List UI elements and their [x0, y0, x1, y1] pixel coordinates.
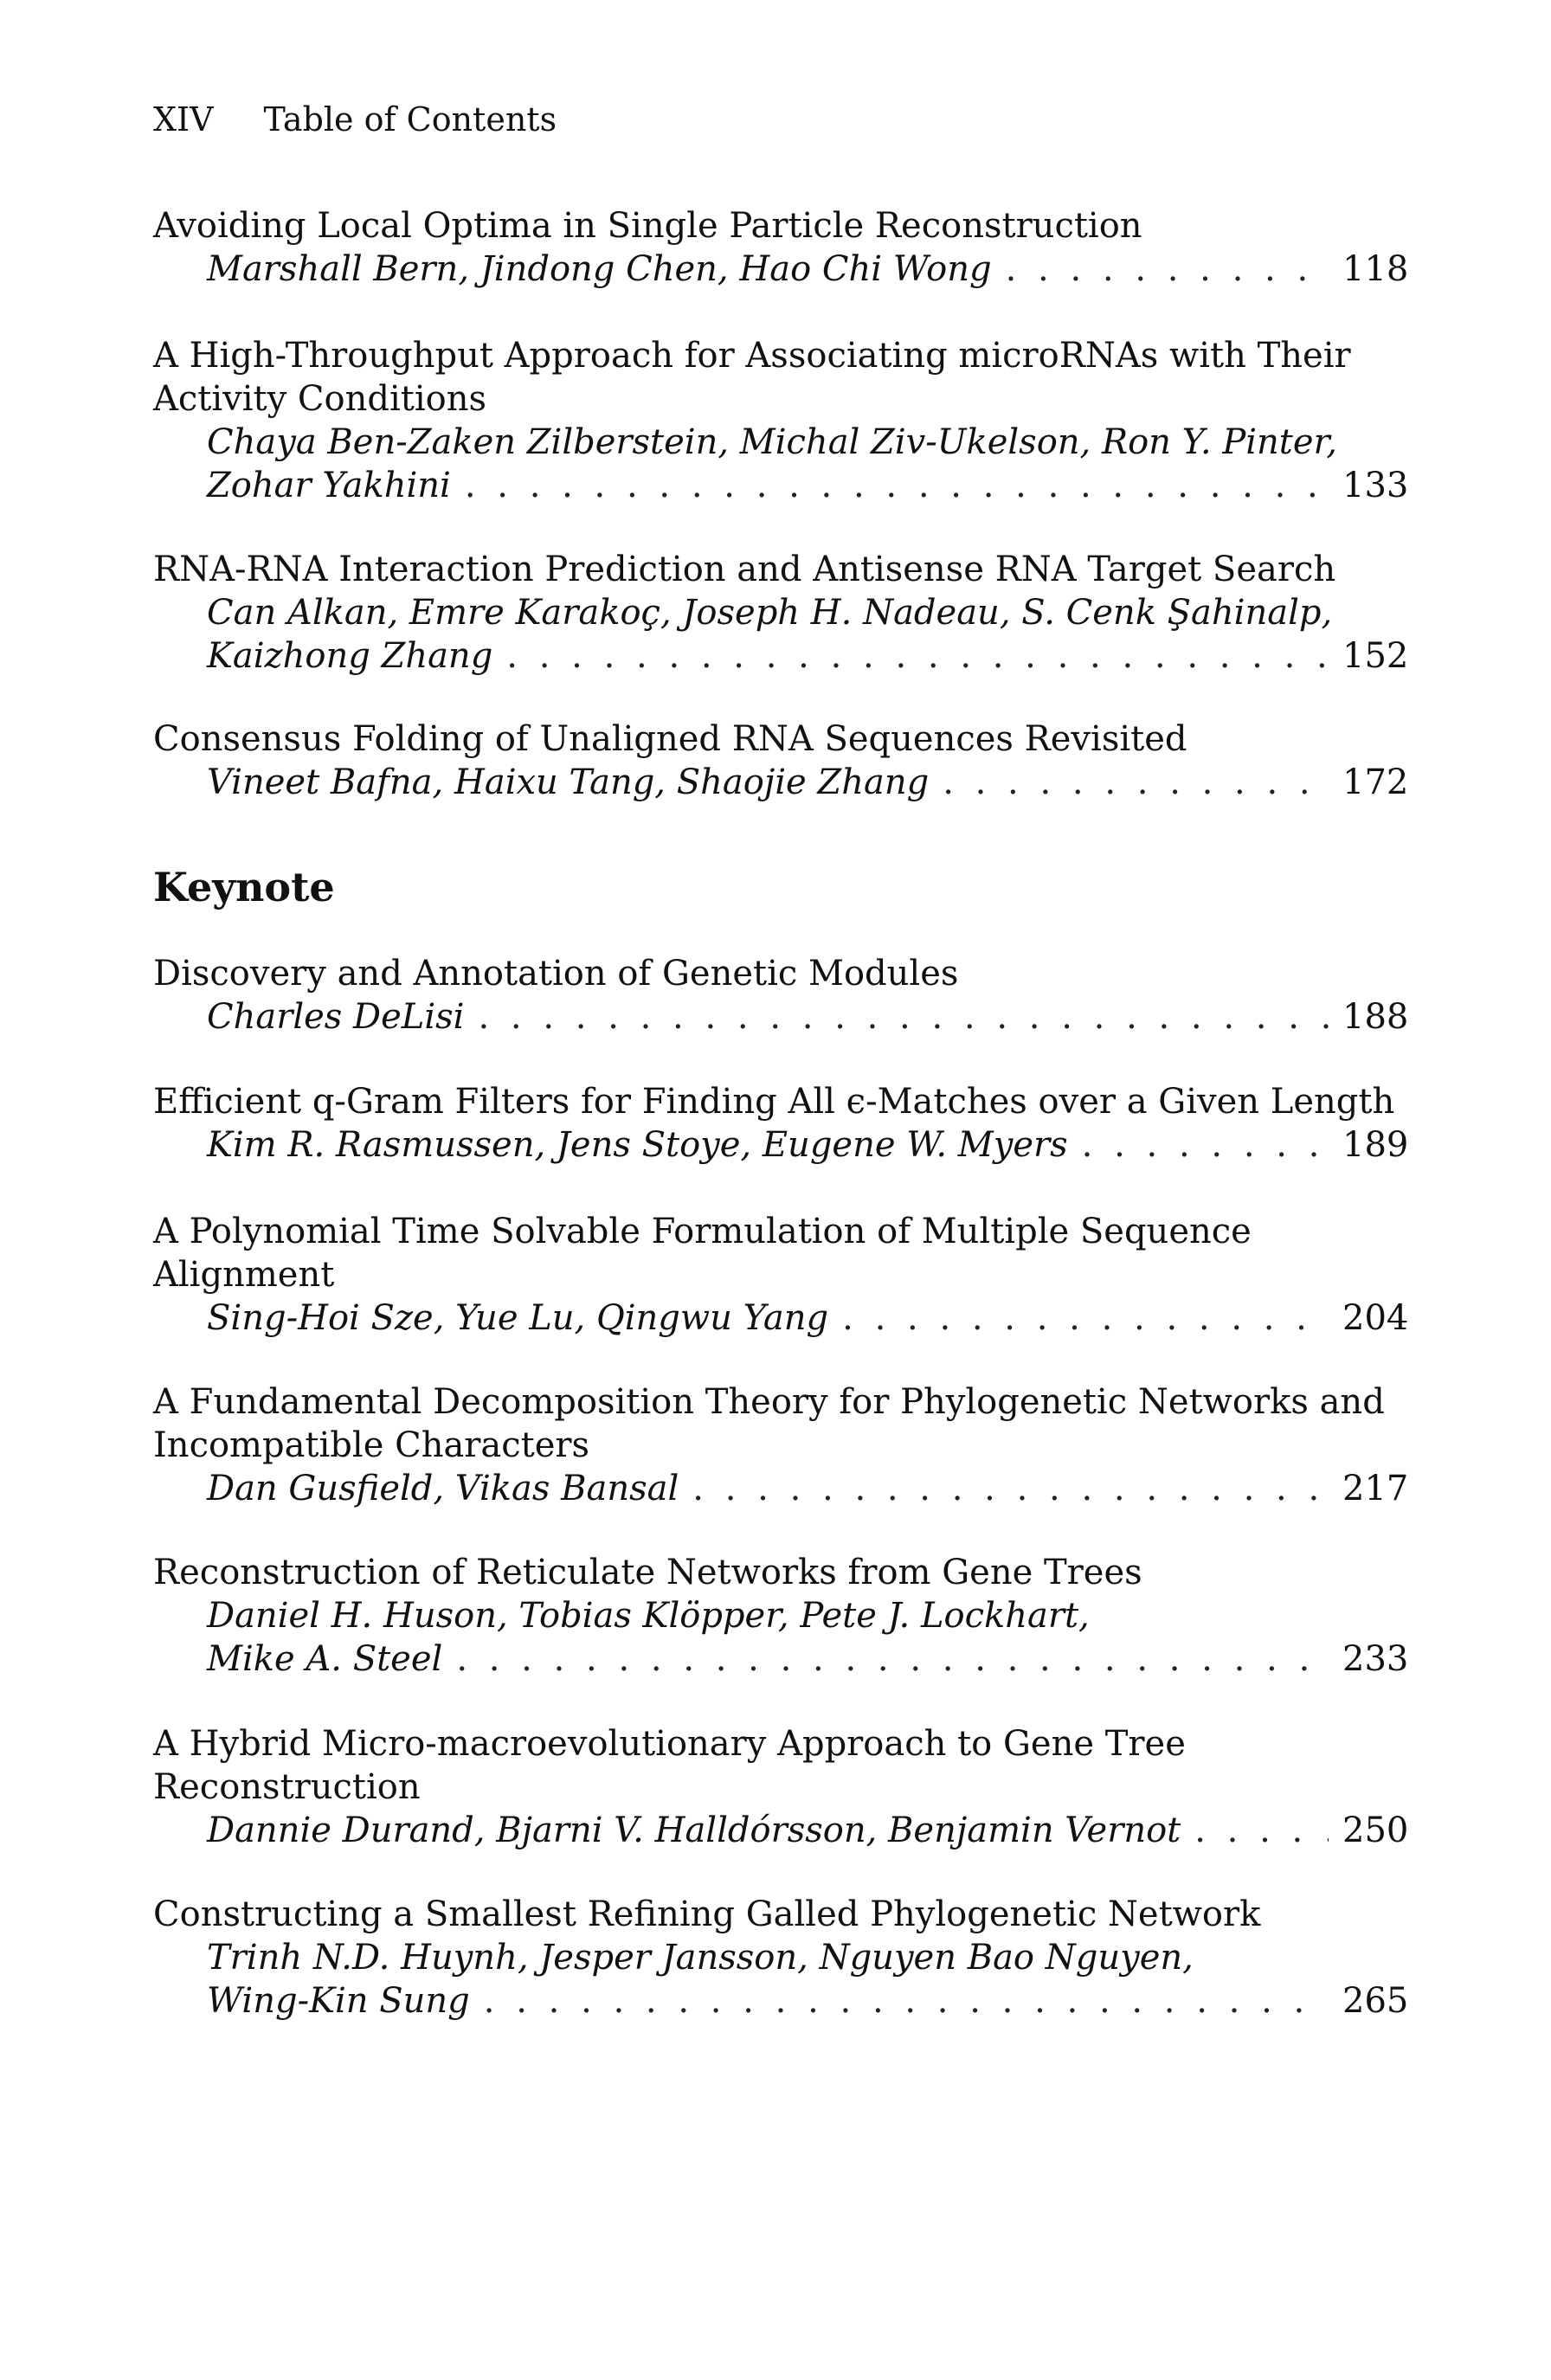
- toc-entry[interactable]: [153, 1210, 1409, 1340]
- entry-authors: Kaizhong Zhang: [207, 636, 493, 676]
- entry-title: Incompatible Characters: [153, 1425, 590, 1465]
- toc-entry[interactable]: [153, 548, 1409, 678]
- entry-page-number[interactable]: 188: [1342, 997, 1409, 1037]
- entry-authors: Marshall Bern, Jindong Chen, Hao Chi Wong: [207, 249, 992, 289]
- dot-leader: [506, 634, 1329, 678]
- entry-authors: Sing-Hoi Sze, Yue Lu, Qingwu Yang: [207, 1298, 829, 1338]
- dot-leader: [484, 1979, 1329, 2023]
- dot-leader: [842, 1296, 1329, 1340]
- toc-entry[interactable]: [153, 717, 1409, 804]
- dot-leader: [692, 1467, 1329, 1510]
- entry-title: Efficient q-Gram Filters for Finding All ϵ-Matches over a Given Length: [153, 1082, 1395, 1122]
- entry-author-page-line: [153, 1637, 1409, 1681]
- entry-author-page-line: [153, 1467, 1409, 1510]
- dot-leader: [943, 761, 1329, 804]
- entry-title: Constructing a Smallest Refining Galled Phylogenetic Network: [153, 1894, 1261, 1934]
- entry-authors: Can Alkan, Emre Karakoç, Joseph H. Nadeau, S. Cenk Şahinalp,: [207, 593, 1333, 633]
- toc-entry[interactable]: [153, 1380, 1409, 1510]
- entry-title: Consensus Folding of Unaligned RNA Sequences Revisited: [153, 719, 1187, 759]
- entry-page-number[interactable]: 133: [1342, 466, 1409, 505]
- entry-page-number[interactable]: 233: [1342, 1639, 1409, 1679]
- entry-author-page-line: [153, 995, 1409, 1039]
- entry-authors: Dan Gusfield, Vikas Bansal: [207, 1469, 679, 1508]
- entry-title: Reconstruction: [153, 1767, 421, 1807]
- entry-title: A Hybrid Micro-macroevolutionary Approach to Gene Tree: [153, 1724, 1186, 1764]
- entry-title: Reconstruction of Reticulate Networks from Gene Trees: [153, 1553, 1142, 1592]
- toc-entry[interactable]: [153, 334, 1409, 507]
- entry-title: Activity Conditions: [153, 379, 487, 419]
- entry-title: A Fundamental Decomposition Theory for Phylogenetic Networks and: [153, 1382, 1385, 1422]
- entry-author-page-line: [153, 634, 1409, 678]
- entry-title: Alignment: [153, 1255, 335, 1295]
- entry-author-page-line: [153, 464, 1409, 507]
- dot-leader: [465, 464, 1329, 507]
- entry-page-number[interactable]: 189: [1342, 1125, 1409, 1165]
- entry-title: A High-Throughput Approach for Associating microRNAs with Their: [153, 336, 1351, 376]
- entry-author-page-line: [153, 1979, 1409, 2023]
- dot-leader: [456, 1637, 1329, 1681]
- running-title: Table of Contents: [263, 100, 557, 138]
- dot-leader: [478, 995, 1329, 1039]
- entry-page-number[interactable]: 172: [1342, 762, 1409, 802]
- section-heading-keynote: Keynote: [153, 864, 335, 910]
- entry-authors: Trinh N.D. Huynh, Jesper Jansson, Nguyen Bao Nguyen,: [207, 1938, 1194, 1978]
- entry-author-page-line: [153, 1123, 1409, 1167]
- toc-entry[interactable]: [153, 1080, 1409, 1167]
- entry-authors: Kim R. Rasmussen, Jens Stoye, Eugene W. Myers: [207, 1125, 1068, 1165]
- dot-leader: [1194, 1809, 1329, 1852]
- page-number-roman: XIV: [153, 100, 214, 138]
- entry-page-number[interactable]: 217: [1342, 1469, 1409, 1508]
- entry-page-number[interactable]: 118: [1342, 249, 1409, 289]
- dot-leader: [1082, 1123, 1329, 1167]
- entry-page-number[interactable]: 204: [1342, 1298, 1409, 1338]
- entry-author-page-line: [153, 1296, 1409, 1340]
- dot-leader: [1006, 248, 1329, 291]
- entry-authors: Dannie Durand, Bjarni V. Halldórsson, Benjamin Vernot: [207, 1811, 1181, 1850]
- entry-author-page-line: [153, 1809, 1409, 1852]
- toc-entry[interactable]: [153, 1893, 1409, 2023]
- entry-title: RNA-RNA Interaction Prediction and Antisense RNA Target Search: [153, 550, 1336, 589]
- entry-author-page-line: [153, 248, 1409, 291]
- entry-title: A Polynomial Time Solvable Formulation of Multiple Sequence: [153, 1212, 1252, 1251]
- toc-entry[interactable]: [153, 1551, 1409, 1681]
- entry-authors: Charles DeLisi: [207, 997, 465, 1037]
- toc-entry[interactable]: [153, 952, 1409, 1039]
- toc-entry[interactable]: [153, 204, 1409, 291]
- entry-title: Discovery and Annotation of Genetic Modules: [153, 954, 959, 994]
- entry-page-number[interactable]: 250: [1342, 1811, 1409, 1850]
- toc-entry[interactable]: [153, 1722, 1409, 1852]
- entry-authors: Vineet Bafna, Haixu Tang, Shaojie Zhang: [207, 762, 930, 802]
- entry-page-number[interactable]: 152: [1342, 636, 1409, 676]
- entry-authors: Mike A. Steel: [207, 1639, 443, 1679]
- entry-authors: Zohar Yakhini: [207, 466, 451, 505]
- running-header: [153, 100, 557, 138]
- entry-authors: Wing-Kin Sung: [207, 1981, 470, 2021]
- entry-author-page-line: [153, 761, 1409, 804]
- entry-title: Avoiding Local Optima in Single Particle Reconstruction: [153, 206, 1142, 246]
- entry-authors: Daniel H. Huson, Tobias Klöpper, Pete J. Lockhart,: [207, 1596, 1090, 1636]
- entry-page-number[interactable]: 265: [1342, 1981, 1409, 2021]
- entry-authors: Chaya Ben-Zaken Zilberstein, Michal Ziv-Ukelson, Ron Y. Pinter,: [207, 422, 1337, 462]
